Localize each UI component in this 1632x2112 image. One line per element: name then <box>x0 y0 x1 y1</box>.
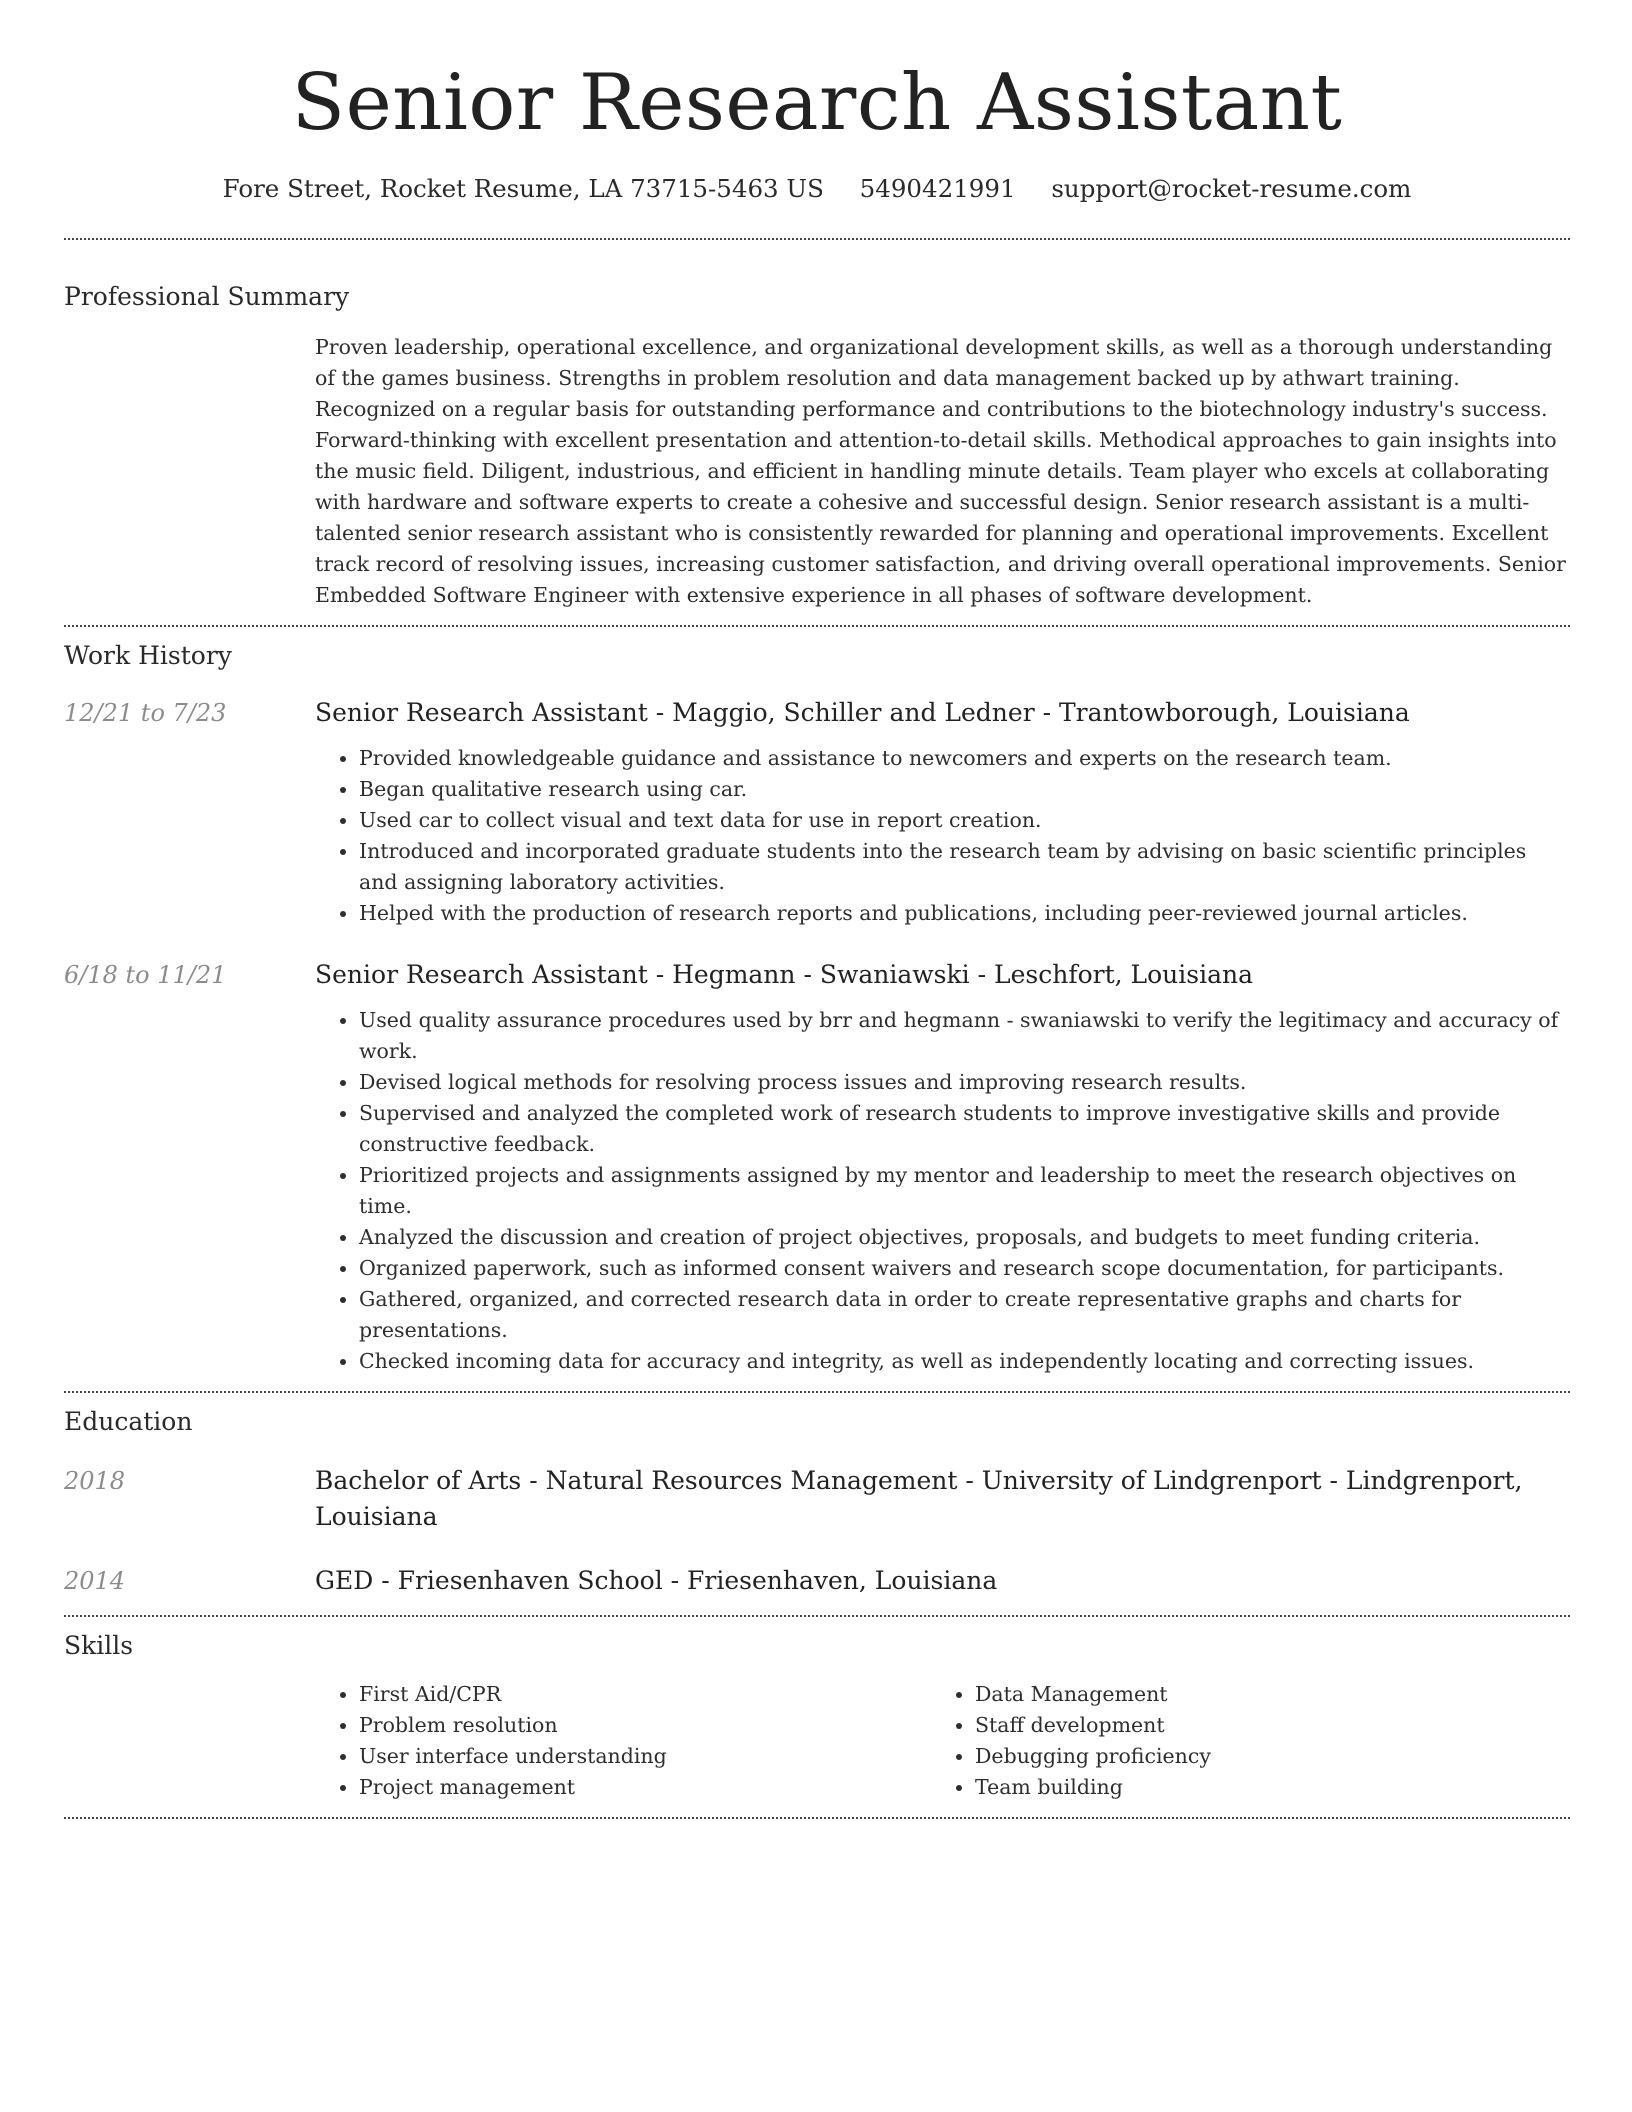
skills-heading: Skills <box>64 1631 134 1660</box>
education-entry <box>64 1563 1570 1615</box>
skill-item: • Team building <box>975 1772 1570 1803</box>
education-heading-text: GED - Friesenhaven School - Friesenhaven, Louisiana <box>315 1566 998 1595</box>
education-year: 2014 <box>64 1567 126 1595</box>
work-history-heading: Work History <box>64 641 232 670</box>
list-item: • Used car to collect visual and text data for use in report creation. <box>359 805 1570 836</box>
work-history-section <box>64 627 1570 1391</box>
education-heading-text: Bachelor of Arts - Natural Resources Management - University of Lindgrenport - Lindgrenport, Louisiana <box>315 1466 1523 1531</box>
list-item: • Analyzed the discussion and creation of project objectives, proposals, and budgets to meet funding criteria. <box>359 1222 1570 1253</box>
list-item: • Began qualitative research using car. <box>359 774 1570 805</box>
job-heading: Senior Research Assistant - Hegmann - Swaniawski - Leschfort, Louisiana <box>315 960 1254 989</box>
list-item: • Supervised and analyzed the completed work of research students to improve investigative skills and provide constructive feedback. <box>359 1098 1570 1160</box>
list-item: • Used quality assurance procedures used by brr and hegmann - swaniawski to verify the legitimacy and accuracy of work. <box>359 1005 1570 1067</box>
contact-phone: 5490421991 <box>859 174 1016 203</box>
contact-email: support@rocket-resume.com <box>1051 174 1412 203</box>
skills-list-right <box>931 1679 1570 1803</box>
education-year: 2018 <box>64 1467 126 1495</box>
list-item: • Introduced and incorporated graduate students into the research team by advising on basic scientific principles and assigning laboratory activities. <box>359 836 1570 898</box>
job-dates: 12/21 to 7/23 <box>64 699 227 727</box>
job-entry <box>64 695 1570 929</box>
education-heading: Education <box>64 1407 193 1436</box>
list-item: • Gathered, organized, and corrected research data in order to create representative graphs and charts for presentations. <box>359 1284 1570 1346</box>
job-bullets <box>315 1005 1570 1391</box>
skills-list-left <box>315 1679 931 1803</box>
skills-grid <box>315 1679 1570 1803</box>
list-item: • Devised logical methods for resolving process issues and improving research results. <box>359 1067 1570 1098</box>
resume-page <box>64 0 1570 1819</box>
skill-item: • Problem resolution <box>359 1710 931 1741</box>
skill-item: • Debugging proficiency <box>975 1741 1570 1772</box>
skill-item: • Data Management <box>975 1679 1570 1710</box>
resume-header <box>64 0 1570 206</box>
job-bullets <box>315 743 1570 929</box>
section-divider <box>64 1817 1570 1819</box>
skill-item: • User interface understanding <box>359 1741 931 1772</box>
education-entry <box>64 1463 1570 1535</box>
skills-section <box>64 1617 1570 1817</box>
summary-text: Proven leadership, operational excellence, and organizational development skills, as well as a thorough understanding of the games business. Strengths in problem resolution and data management backed up by athwart training. Recognized on a regular basis for outstanding performance and contributions to the biotechnology industry's success. Forward-thinking with excellent presentation and attention-to-detail skills. Methodical approaches to gain insights into the music field. Diligent, industrious, and efficient in handling minute details. Team player who excels at collaborating with hardware and software experts to create a cohesive and successful design. Senior research assistant is a multi-talented senior research assistant who is consistently rewarded for planning and operational improvements. Excellent track record of resolving issues, increasing customer satisfaction, and driving overall operational improvements. Senior Embedded Software Engineer with extensive experience in all phases of software development. <box>315 335 1566 607</box>
job-entry <box>64 957 1570 1391</box>
contact-address: Fore Street, Rocket Resume, LA 73715-5463 US <box>222 174 824 203</box>
skill-item: • Project management <box>359 1772 931 1803</box>
list-item: • Checked incoming data for accuracy and integrity, as well as independently locating and correcting issues. <box>359 1346 1570 1377</box>
summary-heading: Professional Summary <box>64 282 350 311</box>
skill-item: • First Aid/CPR <box>359 1679 931 1710</box>
contact-line <box>64 172 1570 206</box>
job-heading: Senior Research Assistant - Maggio, Schiller and Ledner - Trantowborough, Louisiana <box>315 698 1410 727</box>
education-section <box>64 1393 1570 1615</box>
skill-item: • Staff development <box>975 1710 1570 1741</box>
list-item: • Helped with the production of research reports and publications, including peer-reviewed journal articles. <box>359 898 1570 929</box>
candidate-title: Senior Research Assistant <box>291 58 1343 148</box>
list-item: • Organized paperwork, such as informed consent waivers and research scope documentation, for participants. <box>359 1253 1570 1284</box>
summary-section <box>64 240 1570 625</box>
list-item: • Prioritized projects and assignments assigned by my mentor and leadership to meet the research objectives on time. <box>359 1160 1570 1222</box>
list-item: • Provided knowledgeable guidance and assistance to newcomers and experts on the research team. <box>359 743 1570 774</box>
job-dates: 6/18 to 11/21 <box>64 961 227 989</box>
